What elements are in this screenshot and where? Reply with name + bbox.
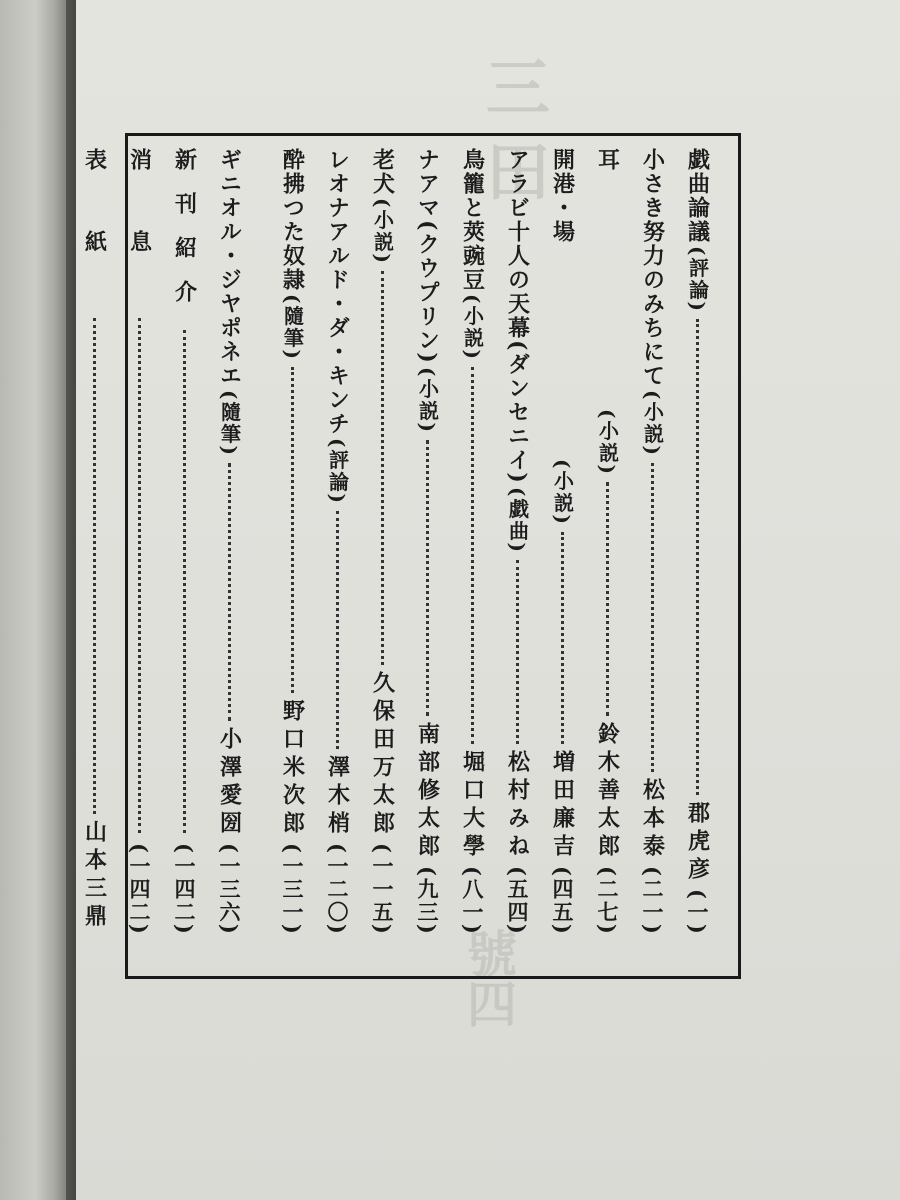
table-of-contents	[72, 148, 720, 936]
toc-entry	[540, 148, 585, 936]
entry-genre: (隨筆)	[217, 390, 242, 457]
dot-leader	[381, 271, 384, 665]
dot-leader	[291, 367, 294, 693]
entry-page: (二七)	[595, 866, 620, 936]
entry-page: (一三六)	[217, 843, 242, 936]
bleed-through-text-top: 三田	[475, 54, 550, 222]
entry-title: 鳥籠と莢豌豆	[459, 148, 486, 292]
entry-author: 小澤愛圀	[216, 727, 243, 840]
entry-author: 郡虎彦	[684, 801, 711, 886]
entry-title: アラビ十人の天幕(ダンセニイ)	[504, 148, 531, 485]
entry-page: (四五)	[550, 866, 575, 936]
toc-entry	[675, 148, 720, 936]
entry-page: (一)	[685, 889, 710, 936]
entry-genre: (隨筆)	[280, 294, 305, 361]
toc-entry	[360, 148, 405, 936]
toc-entry	[315, 148, 360, 936]
toc-entry	[207, 148, 252, 936]
entry-title: レオナアルド・ダ・キンチ	[324, 148, 351, 436]
entry-author: 松本泰	[639, 778, 666, 863]
entry-author: 久保田万太郎	[369, 671, 396, 840]
entry-author: 野口米次郎	[279, 699, 306, 840]
entry-page: (一二〇)	[325, 843, 350, 936]
entry-title: 開港・場	[549, 148, 576, 244]
entry-title: ギニオル・ジヤポネエ	[216, 148, 243, 388]
dot-leader	[426, 440, 429, 716]
entry-author: 増田廉吉	[549, 750, 576, 863]
dot-leader	[93, 318, 96, 814]
entry-genre: (戯曲)	[505, 486, 530, 554]
entry-author: 鈴木善太郎	[594, 722, 621, 863]
entry-page: (一一五)	[370, 843, 395, 936]
entry-page: (一四二)	[172, 843, 197, 936]
dot-leader	[516, 560, 519, 744]
toc-entry	[405, 148, 450, 936]
entry-author: 南部修太郎	[414, 722, 441, 863]
toc-entry	[630, 148, 675, 936]
entry-genre: (評論)	[685, 246, 710, 313]
dot-leader	[228, 463, 231, 721]
entry-genre: (小説)	[415, 366, 440, 434]
dot-leader	[696, 319, 699, 795]
entry-page: (一四二)	[127, 843, 152, 936]
dot-leader	[336, 511, 339, 749]
entry-title: ナアマ(クウプリン)	[414, 148, 441, 365]
entry-page: (二一)	[640, 866, 665, 936]
entry-genre: (小説)	[460, 294, 485, 361]
contents-frame	[81, 133, 741, 979]
entry-author: 松村みね	[504, 750, 531, 863]
entry-page: (一三一)	[280, 843, 305, 936]
entry-title: 酔拂つた奴隷	[279, 148, 306, 292]
dot-leader	[138, 318, 141, 833]
entry-page: (八一)	[460, 866, 485, 936]
entry-title: 戯曲論議	[684, 148, 711, 244]
entry-page: (五四)	[505, 866, 530, 936]
toc-entry	[495, 148, 540, 936]
entry-genre: (小説)	[370, 198, 395, 265]
entry-title: 耳	[594, 148, 621, 172]
toc-entry	[162, 148, 207, 936]
dot-leader	[561, 532, 564, 745]
toc-entry	[72, 148, 117, 936]
dot-leader	[471, 367, 474, 744]
toc-entry	[270, 148, 315, 936]
entry-genre: (小説)	[595, 408, 620, 476]
dot-leader	[183, 330, 186, 833]
entry-author: 堀口大學	[459, 750, 486, 863]
toc-entry	[450, 148, 495, 936]
entry-title: 小さき努力のみちにて	[639, 148, 666, 388]
dot-leader	[606, 482, 609, 717]
entry-author: 澤木梢	[324, 755, 351, 840]
entry-title: 新刊紹介	[171, 148, 198, 324]
entry-title: 老犬	[369, 148, 396, 196]
entry-author: 山本三鼎	[81, 820, 108, 932]
entry-title: 消息	[126, 148, 153, 312]
dot-leader	[651, 463, 654, 772]
toc-entry	[117, 148, 162, 936]
entry-genre: (小説)	[550, 458, 575, 526]
entry-page: (九三)	[415, 866, 440, 936]
toc-entry	[585, 148, 630, 936]
bleed-through-text-bottom: 號四	[459, 928, 518, 1028]
entry-title: 表紙	[81, 148, 108, 312]
entry-genre: (評論)	[325, 438, 350, 505]
entry-genre: (小説)	[640, 390, 665, 457]
